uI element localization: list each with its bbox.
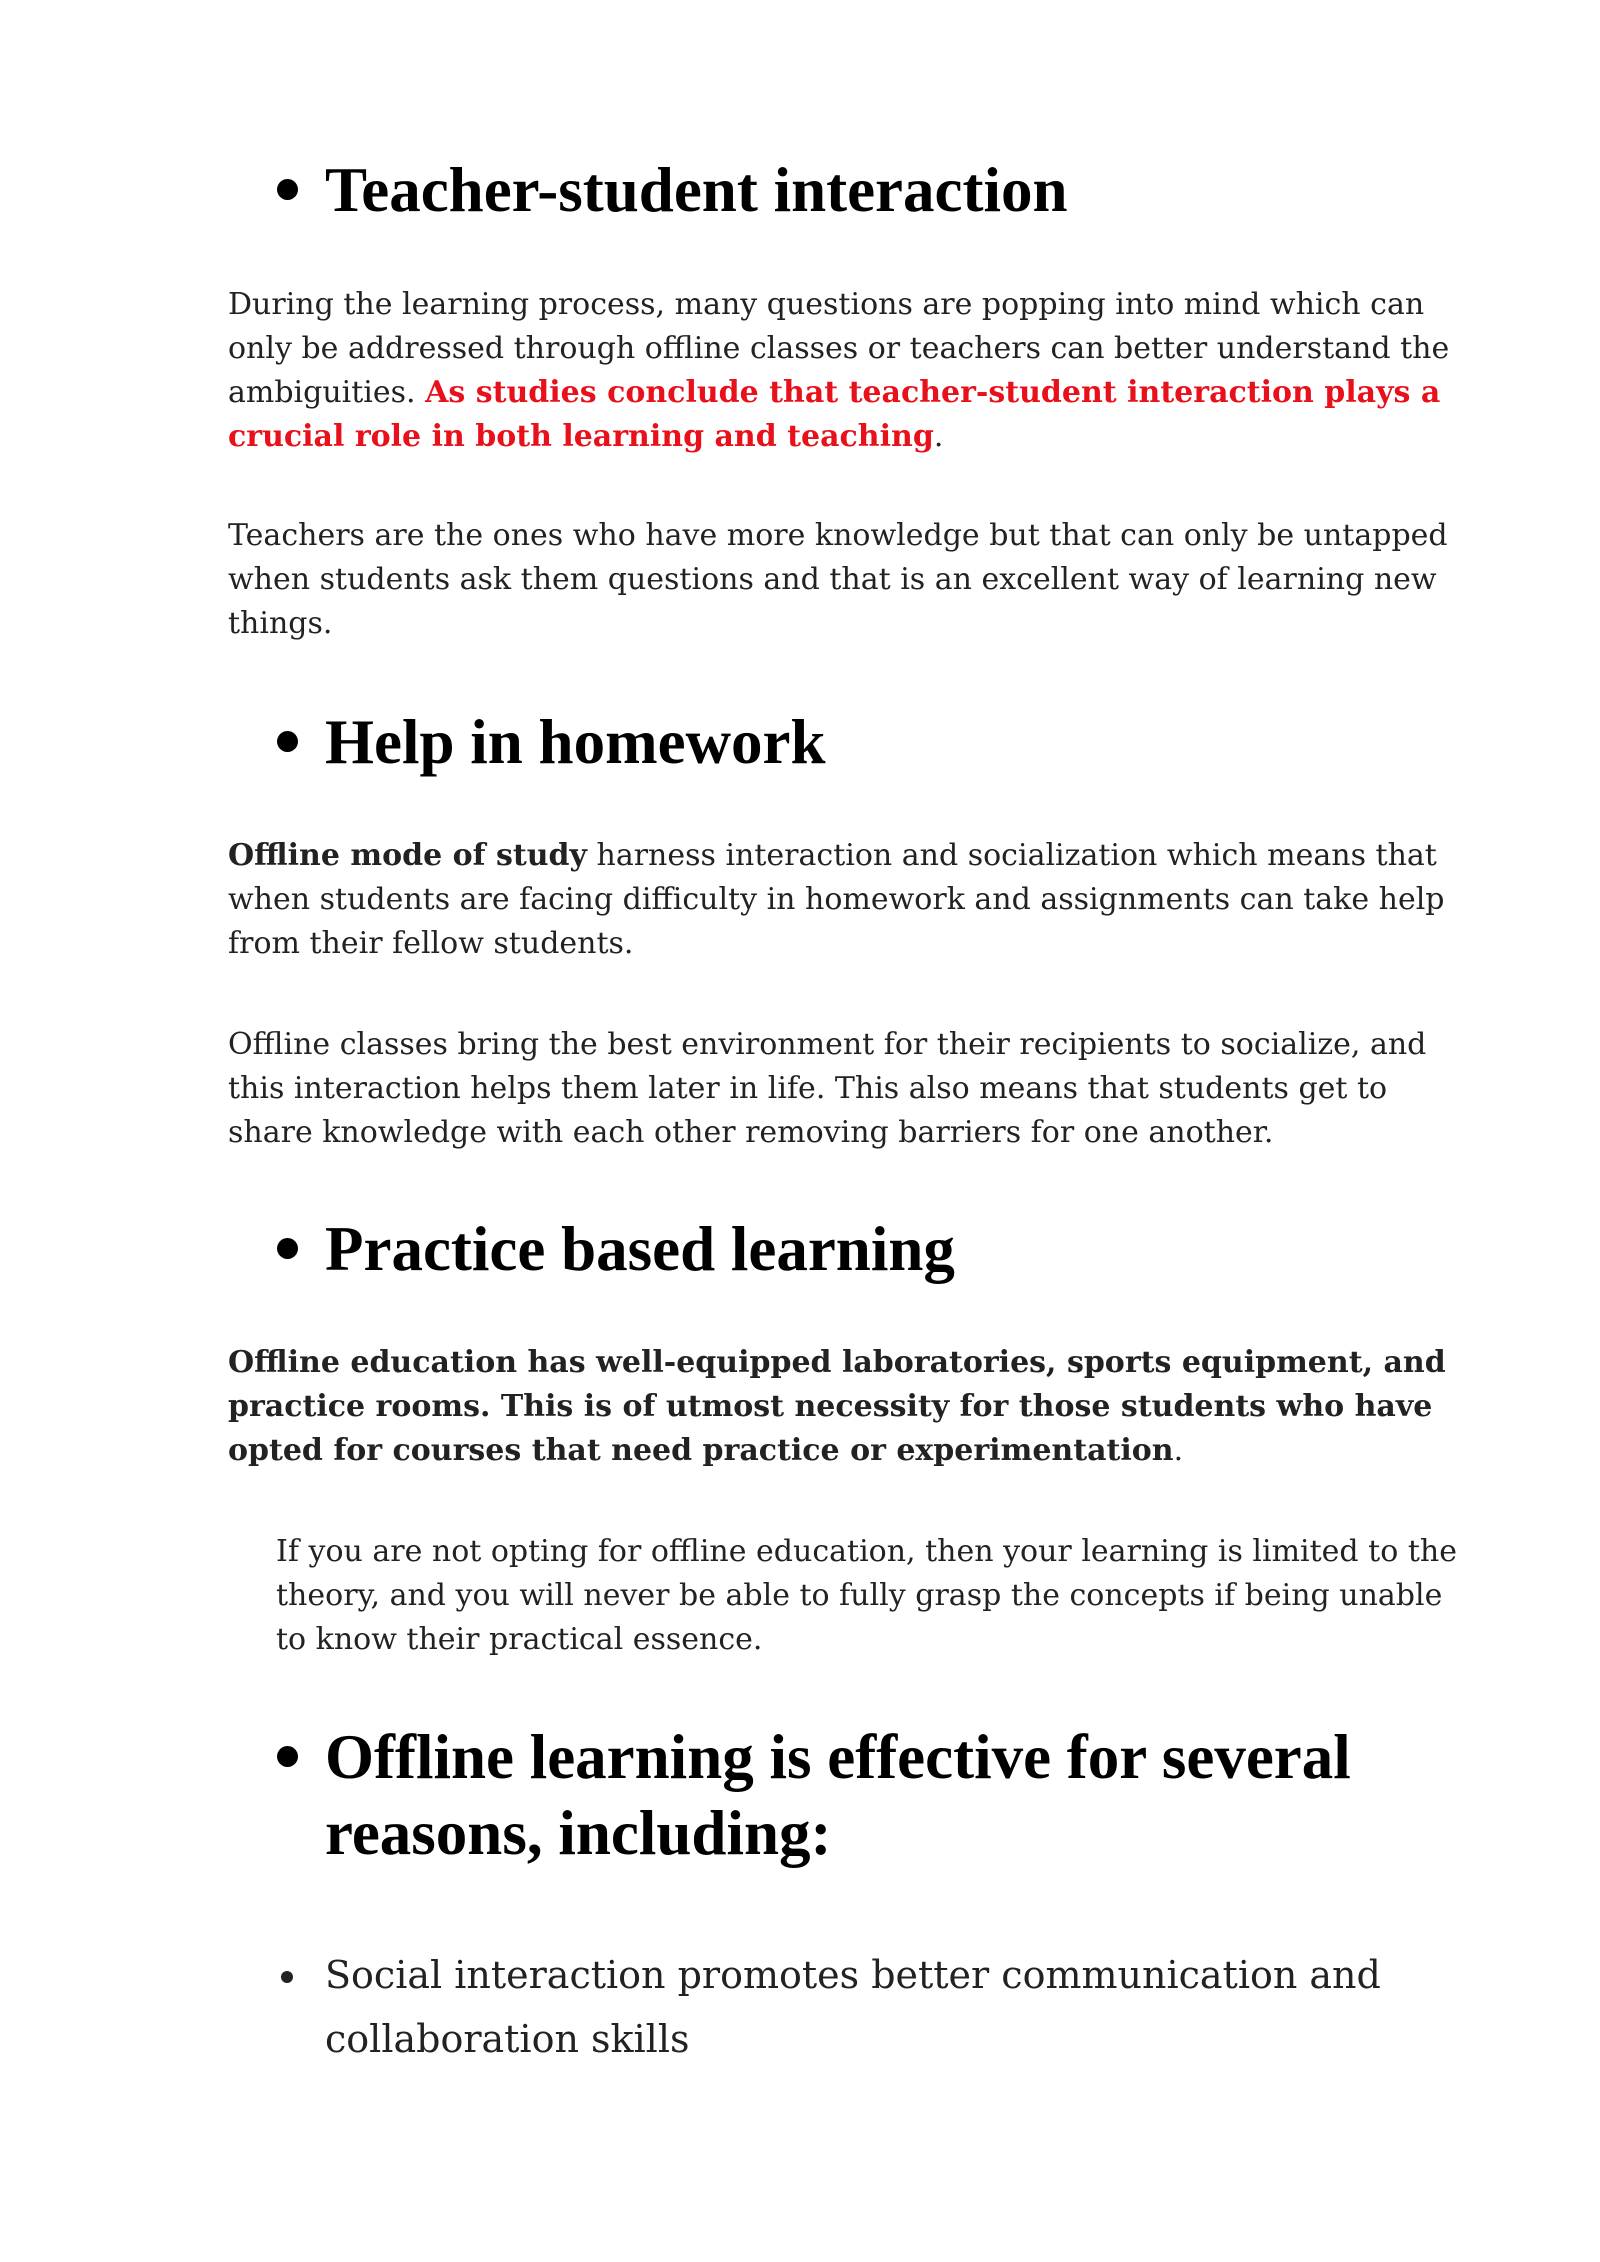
- section-heading-reasons: Offline learning is effective for several reasons, including:: [228, 1719, 1478, 1871]
- section-heading-teacher-student: Teacher-student interaction: [228, 152, 1478, 228]
- section-heading-practice: Practice based learning: [228, 1211, 1478, 1287]
- highlight-text: As studies conclude that teacher-student interaction plays a crucial role in both learning and teaching: [228, 375, 1441, 454]
- paragraph: Offline mode of study harness interaction and socialization which means that when students are facing difficulty in homework and assignments can take help from their fellow students.: [228, 838, 1445, 961]
- bold-text: Offline education has well-equipped laboratories, sports equipment, and practice rooms. This is of utmost necessity for those students who have opted for courses that need practice or experimentation: [228, 1345, 1446, 1468]
- bullet-icon: [277, 731, 298, 752]
- indented-paragraph: If you are not opting for offline education, then your learning is limited to the theory, and you will never be able to fully grasp the concepts if being unable to know their practical essence.: [276, 1534, 1457, 1657]
- bullet-icon: [277, 179, 298, 200]
- list-item: Social interaction promotes better communication and collaboration skills: [228, 1943, 1478, 2071]
- bullet-icon: [277, 1238, 298, 1259]
- section-heading-homework: Help in homework: [228, 704, 1478, 780]
- bold-text: Offline mode of study: [228, 838, 587, 873]
- bullet-icon: [277, 1746, 298, 1767]
- paragraph: During the learning process, many questions are popping into mind which can only be addressed through offline classes or teachers can better understand the ambiguities. As studies conclude that teacher-student interaction plays a crucial role in both learning and teaching.: [228, 287, 1450, 454]
- paragraph: Teachers are the ones who have more knowledge but that can only be untapped when students ask them questions and that is an excellent way of learning new things.: [228, 518, 1448, 641]
- paragraph: Offline education has well-equipped laboratories, sports equipment, and practice rooms. This is of utmost necessity for those students who have opted for courses that need practice or experimentation.: [228, 1345, 1446, 1468]
- paragraph: Offline classes bring the best environment for their recipients to socialize, and this interaction helps them later in life. This also means that students get to share knowledge with each other removing barriers for one another.: [228, 1027, 1427, 1150]
- bullet-icon: [281, 1971, 293, 1983]
